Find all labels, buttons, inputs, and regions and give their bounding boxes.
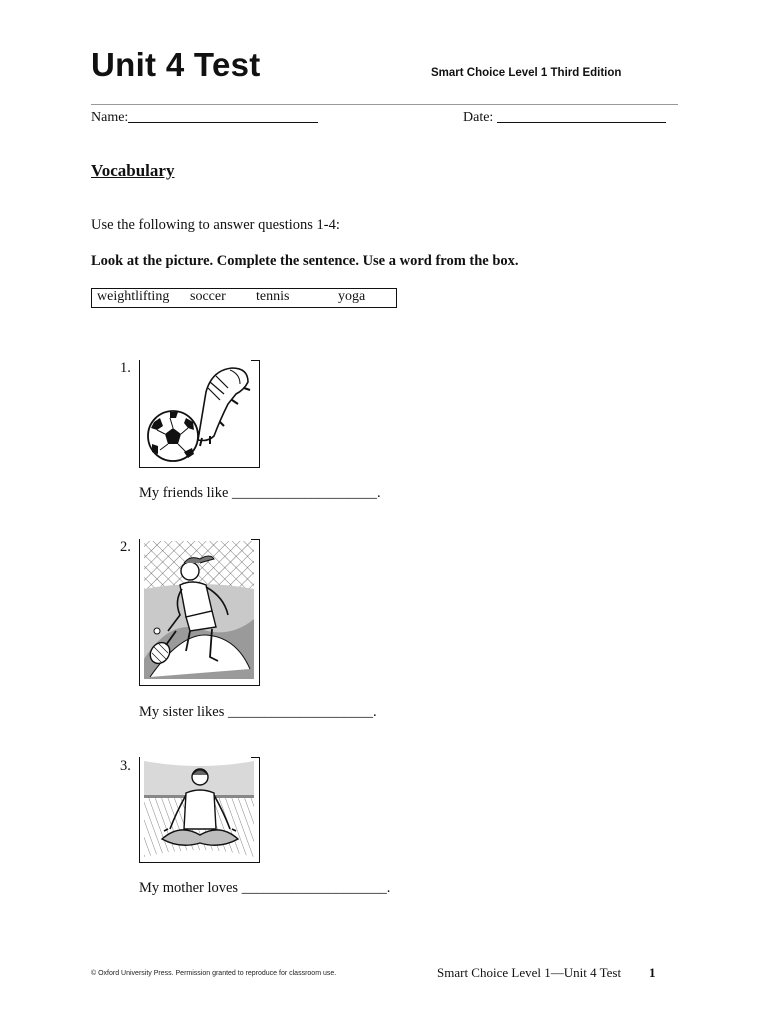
yoga-meditation-icon	[140, 757, 259, 862]
tennis-player-icon	[140, 539, 259, 685]
question-sentence: My friends like ____________________.	[139, 485, 381, 501]
word-box-item: weightlifting	[97, 289, 170, 304]
name-field	[91, 108, 318, 126]
question-sentence: My sister likes ____________________.	[139, 704, 377, 720]
question-picture-frame	[139, 360, 260, 468]
soccer-ball-and-cleat-icon	[140, 360, 259, 467]
date-blank[interactable]	[497, 108, 666, 123]
word-box-item: soccer	[190, 289, 226, 304]
word-box-item: yoga	[338, 289, 366, 304]
instruction-text: Use the following to answer questions 1-4:	[91, 217, 340, 233]
name-label: Name:	[91, 110, 129, 125]
date-field	[463, 108, 666, 126]
question-number: 2.	[120, 539, 131, 555]
footer-copyright: © Oxford University Press. Permission granted to reproduce for classroom use.	[91, 970, 337, 977]
question-number: 3.	[120, 758, 131, 774]
footer-title: Smart Choice Level 1—Unit 4 Test	[437, 965, 622, 980]
edition-label: Smart Choice Level 1 Third Edition	[431, 67, 622, 79]
date-label: Date:	[463, 110, 494, 125]
word-box-item: tennis	[256, 289, 290, 304]
instruction-bold: Look at the picture. Complete the sentence. Use a word from the box.	[91, 253, 519, 269]
question-sentence: My mother loves ____________________.	[139, 880, 391, 896]
page-title: Unit 4 Test	[91, 46, 261, 83]
question-picture-frame	[139, 539, 260, 686]
question-picture-frame	[139, 757, 260, 863]
question-number: 1.	[120, 360, 131, 376]
name-blank[interactable]	[128, 108, 318, 123]
page-number: 1	[649, 965, 656, 980]
word-box	[91, 288, 397, 308]
section-heading: Vocabulary	[91, 161, 175, 180]
header-divider	[91, 104, 678, 105]
